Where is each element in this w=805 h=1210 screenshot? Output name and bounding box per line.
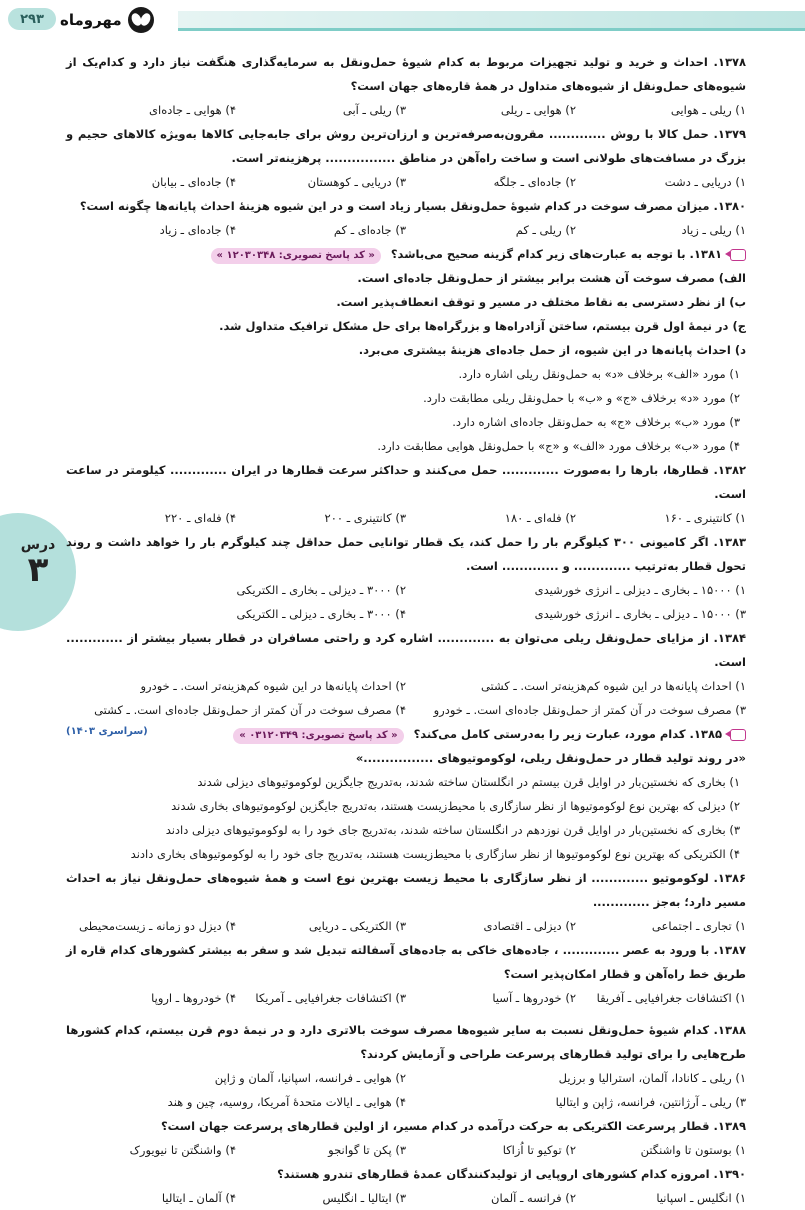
statement-d: د) احداث پایانه‌ها در این شیوه، از حمل جاده‌ای هزینهٔ بیشتری می‌برد. <box>358 343 746 357</box>
options <box>66 218 746 242</box>
option-3[interactable]: ۳) ۱۵۰۰۰ ـ دیزلی ـ بخاری ـ انرژی خورشیدی <box>534 607 746 621</box>
options <box>66 1138 746 1162</box>
option-4[interactable]: ۴) مصرف سوخت در آن کمتر از حمل‌ونقل جاده‌ای است. ـ کشتی <box>94 703 406 717</box>
option-2[interactable]: ۲) جاده‌ای ـ جلگه <box>493 175 576 189</box>
option-3[interactable]: ۳) ایتالیا ـ انگلیس <box>322 1191 406 1205</box>
lesson-label: درس <box>20 537 56 553</box>
option-1[interactable]: ۱) احداث پایانه‌ها در این شیوه کم‌هزینه‌تر است. ـ کشتی <box>480 679 746 693</box>
option-1[interactable]: ۱) کانتینری ـ ۱۶۰ <box>664 511 746 525</box>
option-2[interactable]: ۲) دیزلی که بهترین نوع لوکوموتیوها از نظر سازگاری با محیط‌زیست هستند، به‌تدریج جایگزین لوکوموتیوهای بخاری شدند <box>171 799 740 813</box>
question-stem: ۱۳۸۲. قطارها، بارها را به‌صورت ............. حمل می‌کنند و حداکثر سرعت قطارها در ایران ............. کیلومتر در ساعت است. <box>66 463 746 501</box>
question-stem: ۱۳۸۳. اگر کامیونی ۳۰۰ کیلوگرم بار را حمل کند، یک قطار توانایی حمل حداقل چند کیلوگرم بار را خواهد داشت و روند تحول قطار به‌ترتیب ............. و ............. است. <box>66 535 746 573</box>
option-4[interactable]: ۴) دیزل دو زمانه ـ زیست‌محیطی <box>79 919 236 933</box>
question-stem: ۱۳۸۱. با توجه به عبارت‌های زیر کدام گزینه صحیح می‌باشد؟ <box>390 247 722 261</box>
option-1[interactable]: ۱) تجاری ـ اجتماعی <box>651 919 746 933</box>
option-1[interactable]: ۱) ریلی ـ کانادا، آلمان، استرالیا و برزیل <box>558 1071 746 1085</box>
lesson-label-group <box>18 537 58 590</box>
question-stem: ۱۳۸۴. از مزایای حمل‌ونقل ریلی می‌توان به ............. اشاره کرد و راحتی مسافران در قطار بسیار بیشتر از ............. است. <box>66 631 746 669</box>
option-1[interactable]: ۱) مورد «الف» برخلاف «د» به حمل‌ونقل ریلی اشاره دارد. <box>458 367 740 381</box>
option-2[interactable]: ۲) دیزلی ـ اقتصادی <box>483 919 576 933</box>
statement-b: ب) از نظر دسترسی به نقاط مختلف در مسیر و توقف انعطاف‌پذیر است. <box>336 295 746 309</box>
option-4[interactable]: ۴) آلمان ـ ایتالیا <box>161 1191 236 1205</box>
option-2[interactable]: ۲) احداث پایانه‌ها در این شیوه کم‌هزینه‌تر است. ـ خودرو <box>140 679 406 693</box>
option-2[interactable]: ۲) فله‌ای ـ ۱۸۰ <box>504 511 576 525</box>
video-icon[interactable] <box>730 729 746 741</box>
option-4[interactable]: ۴) واشنگتن تا نیویورک <box>129 1143 236 1157</box>
lesson-number: ۳ <box>27 550 49 590</box>
question-list <box>66 50 746 1210</box>
statement-a: الف) مصرف سوخت آن هشت برابر بیشتر از حمل‌ونقل جاده‌ای است. <box>357 271 746 285</box>
question-1384 <box>66 626 746 722</box>
option-1[interactable]: ۱) ریلی ـ زیاد <box>681 223 746 237</box>
question-1380 <box>66 194 746 242</box>
option-3[interactable]: ۳) جاده‌ای ـ کم <box>333 223 406 237</box>
option-4[interactable]: ۴) ۳۰۰۰ ـ بخاری ـ دیزلی ـ الکتریکی <box>236 607 406 621</box>
options <box>66 1066 746 1114</box>
question-1382 <box>66 458 746 530</box>
options <box>66 674 746 722</box>
option-4[interactable]: ۴) جاده‌ای ـ بیابان <box>151 175 236 189</box>
question-1387 <box>66 938 746 1010</box>
option-2[interactable]: ۲) مورد «د» برخلاف «ج» و «ب» با حمل‌ونقل ریلی مطابقت دارد. <box>423 391 740 405</box>
options <box>66 506 746 530</box>
option-4[interactable]: ۴) مورد «ب» برخلاف مورد «الف» و «ج» با حمل‌ونقل هوایی مطابقت دارد. <box>377 439 740 453</box>
question-stem-row <box>66 242 746 266</box>
option-4[interactable]: ۴) الکتریکی که بهترین نوع لوکوموتیوها از نظر سازگاری با محیط‌زیست هستند، به‌تدریج جای خود را به لوکوموتیوهای بخاری دادند <box>130 847 740 861</box>
option-4[interactable]: ۴) هوایی ـ ایالات متحدهٔ آمریکا، روسیه، چین و هند <box>167 1095 406 1109</box>
option-1[interactable]: ۱) انگلیس ـ اسپانیا <box>656 1191 746 1205</box>
options <box>66 914 746 938</box>
options <box>66 986 746 1010</box>
options <box>66 98 746 122</box>
option-3[interactable]: ۳) کانتینری ـ ۲۰۰ <box>324 511 406 525</box>
option-1[interactable]: ۱) بخاری که نخستین‌بار در اوایل قرن بیستم در انگلستان ساخته شدند، به‌تدریج جایگزین لوکوموتیوهای دیزلی شدند <box>197 775 740 789</box>
option-4[interactable]: ۴) فله‌ای ـ ۲۲۰ <box>164 511 236 525</box>
option-2[interactable]: ۲) خودروها ـ آسیا <box>492 991 576 1005</box>
option-4[interactable]: ۴) هوایی ـ جاده‌ای <box>149 103 236 117</box>
question-stem: ۱۳۸۸. کدام شیوهٔ حمل‌ونقل نسبت به سایر شیوه‌ها مصرف سوخت بالاتری دارد و در نیمهٔ دوم قرن بیستم، کدام کشورها طرح‌هایی را برای تولید قطارهای پرسرعت طراحی و آزمایش کردند؟ <box>66 1023 746 1061</box>
option-1[interactable]: ۱) ۱۵۰۰۰ ـ بخاری ـ دیزلی ـ انرژی خورشیدی <box>534 583 746 597</box>
option-4[interactable]: ۴) جاده‌ای ـ زیاد <box>159 223 236 237</box>
option-2[interactable]: ۲) فرانسه ـ آلمان <box>491 1191 576 1205</box>
question-1379 <box>66 122 746 194</box>
options <box>66 1186 746 1210</box>
question-stem: ۱۳۸۷. با ورود به عصر ............. ، جاده‌های خاکی به جاده‌های آسفالته تبدیل شد و سفر به بیشتر کشورهای کدام قاره از طریق خط راه‌آهن و قطار امکان‌پذیر است؟ <box>66 943 746 981</box>
option-3[interactable]: ۳) ریلی ـ آبی <box>342 103 406 117</box>
quote: «در روند تولید قطار در حمل‌ونقل ریلی، لوکوموتیوهای ................» <box>355 751 746 765</box>
question-stem: ۱۳۸۶. لوکوموتیو ............. از نظر سازگاری با محیط زیست بهترین نوع است و همهٔ شیوه‌های حمل‌ونقل نیاز به احداث مسیر دارد؛ به‌جز ............. <box>66 871 746 909</box>
option-3[interactable]: ۳) دریایی ـ کوهستان <box>307 175 406 189</box>
option-1[interactable]: ۱) ریلی ـ هوایی <box>670 103 746 117</box>
option-1[interactable]: ۱) بوستون تا واشنگتن <box>640 1143 746 1157</box>
option-3[interactable]: ۳) الکتریکی ـ دریایی <box>308 919 406 933</box>
visual-answer-code-badge[interactable]: « کد پاسخ تصویری: ۰۳۱۲۰۳۴۹ » <box>233 728 403 744</box>
question-1388 <box>66 1018 746 1114</box>
option-4[interactable]: ۴) خودروها ـ اروپا <box>151 991 236 1005</box>
option-3[interactable]: ۳) پکن تا گوانجو <box>328 1143 406 1157</box>
page-header <box>0 6 805 32</box>
video-icon[interactable] <box>730 249 746 261</box>
question-1385 <box>66 722 746 866</box>
option-2[interactable]: ۲) هوایی ـ ریلی <box>500 103 576 117</box>
page-number: ۲۹۳ <box>8 8 56 30</box>
option-2[interactable]: ۲) ریلی ـ کم <box>515 223 576 237</box>
option-2[interactable]: ۲) هوایی ـ فرانسه، اسپانیا، آلمان و ژاپن <box>214 1071 406 1085</box>
question-stem-row <box>66 722 746 746</box>
exam-source: (سراسری ۱۴۰۳) <box>66 726 148 737</box>
question-1386 <box>66 866 746 938</box>
question-1378 <box>66 50 746 122</box>
options <box>66 170 746 194</box>
statement-c: ج) در نیمهٔ اول قرن بیستم، ساختن آزادراه‌ها و بزرگراه‌ها برای حل مشکل ترافیک متداول شد. <box>219 319 746 333</box>
question-stem: ۱۳۸۵. کدام مورد، عبارت زیر را به‌درستی کامل می‌کند؟ <box>413 727 722 741</box>
header-accent-line <box>178 28 805 31</box>
option-3[interactable]: ۳) ریلی ـ آرژانتین، فرانسه، ژاپن و ایتالیا <box>555 1095 746 1109</box>
butterfly-logo-icon <box>128 7 154 33</box>
option-1[interactable]: ۱) اکتشافات جغرافیایی ـ آفریقا <box>596 991 746 1005</box>
question-stem: ۱۳۹۰. امروزه کدام کشورهای اروپایی از تولیدکنندگان عمدهٔ قطارهای تندرو هستند؟ <box>277 1167 746 1181</box>
question-1390 <box>66 1162 746 1210</box>
brand-name: مهروماه <box>60 11 122 29</box>
option-3[interactable]: ۳) مصرف سوخت در آن کمتر از حمل‌ونقل جاده‌ای است. ـ خودرو <box>433 703 746 717</box>
question-1381 <box>66 242 746 458</box>
option-3[interactable]: ۳) بخاری که نخستین‌بار در اوایل قرن نوزدهم در انگلستان ساخته شدند، به‌تدریج جای خود را به لوکوموتیوهای دیزلی دادند <box>165 823 740 837</box>
option-2[interactable]: ۲) توکیو تا اُزاکا <box>502 1143 576 1157</box>
options <box>66 578 746 626</box>
question-1383 <box>66 530 746 626</box>
question-stem: ۱۳۷۹. حمل کالا با روش ............. مقرون‌به‌صرفه‌ترین و ارزان‌ترین روش برای جابه‌جایی کالاها به‌ویژه کالاهای حجیم و بزرگ در مسافت‌های طولانی است و ساخت راه‌آهن در مناطق ................ پرهزینه‌تر است. <box>66 127 746 165</box>
brand <box>60 8 154 32</box>
question-stem: ۱۳۸۰. میزان مصرف سوخت در کدام شیوهٔ حمل‌ونقل بسیار زیاد است و در این شیوه هزینهٔ احداث پایانه‌ها چگونه است؟ <box>79 199 746 213</box>
question-stem: ۱۳۷۸. احداث و خرید و تولید تجهیزات مربوط به کدام شیوهٔ حمل‌ونقل به سرمایه‌گذاری هنگفت نیاز دارد و کدام‌یک از شیوه‌های حمل‌ونقل از شیوه‌های متداول در همهٔ قاره‌های جهان است؟ <box>66 55 746 93</box>
option-2[interactable]: ۲) ۳۰۰۰ ـ دیزلی ـ بخاری ـ الکتریکی <box>236 583 406 597</box>
question-stem: ۱۳۸۹. قطار پرسرعت الکتریکی به حرکت درآمده در کدام مسیر، از اولین قطارهای پرسرعت جهان است؟ <box>160 1119 746 1133</box>
option-3[interactable]: ۳) اکتشافات جغرافیایی ـ آمریکا <box>255 991 406 1005</box>
option-1[interactable]: ۱) دریایی ـ دشت <box>664 175 746 189</box>
visual-answer-code-badge[interactable]: « کد پاسخ تصویری: ۱۲۰۳۰۳۴۸ » <box>211 248 381 264</box>
option-3[interactable]: ۳) مورد «ب» برخلاف «ج» به حمل‌ونقل جاده‌ای اشاره دارد. <box>452 415 740 429</box>
question-1389 <box>66 1114 746 1162</box>
